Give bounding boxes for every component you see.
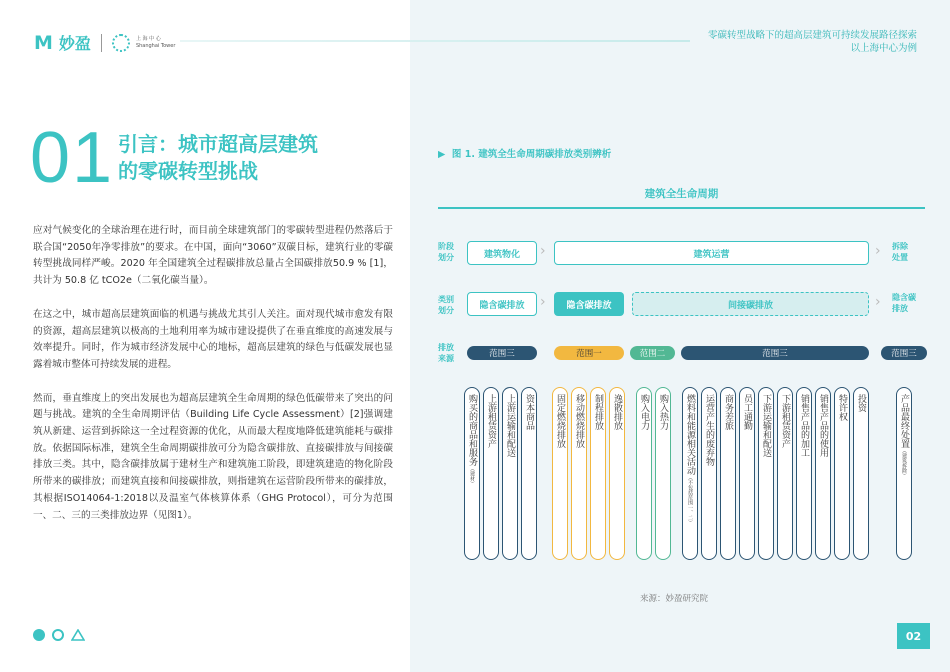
scope3-pill: 范围三 [467, 346, 537, 360]
report-title-line1: 零碳转型战略下的超高层建筑可持续发展路径探索 [707, 30, 917, 41]
chevron-right-icon: › [875, 294, 881, 310]
source-column: 购入热力 [655, 387, 671, 560]
chevron-right-icon: › [540, 243, 546, 259]
type-indirect: 间接碳排放 [632, 292, 869, 316]
row-label-stage: 阶段划分 [438, 242, 454, 262]
section-title-line1: 引言：城市超高层建筑 [118, 132, 318, 156]
source-column: 固定燃烧排放 [552, 387, 568, 560]
report-title-line2: 以上海中心为例 [850, 43, 917, 54]
header-logo [34, 31, 175, 54]
source-column: 销售产品的加工 [796, 387, 812, 560]
partner-cn: 上 海 中 心 [135, 35, 161, 42]
chevron-right-icon: › [540, 294, 546, 310]
source-column: 特许权 [834, 387, 850, 560]
miaoying-logo-mark: M [34, 31, 53, 54]
shanghai-tower-logo-icon [112, 34, 130, 52]
section-title-line2: 的零碳转型挑战 [118, 159, 258, 183]
stage-construction: 建筑物化 [467, 241, 537, 265]
lifecycle-line [438, 207, 925, 209]
source-column: 燃料和能源相关活动 （不包括范围一、二） [682, 387, 698, 560]
outline-circle-icon [52, 629, 64, 641]
miaoying-logo-text: 妙盈 [58, 34, 91, 53]
row-label-type: 类别划分 [438, 295, 454, 315]
scope3-pill: 范围三 [681, 346, 869, 360]
source-column: 运营产生的废弃物 [701, 387, 717, 560]
source-column: 销售产品的使用 [815, 387, 831, 560]
source-column: 上游租赁资产 [483, 387, 499, 560]
section-number: 01 [30, 118, 115, 198]
source-column: 制程排放 [590, 387, 606, 560]
stage-operation: 建筑运营 [554, 241, 869, 265]
scope1-pill: 范围一 [554, 346, 624, 360]
shanghai-tower-name [136, 36, 175, 50]
type-direct: 隐含碳排放 [554, 292, 624, 316]
section-title [118, 131, 318, 185]
source-column: 产品最终处置 （建筑拆除） [896, 387, 912, 560]
right-panel-background [410, 0, 950, 672]
triangle-icon [71, 629, 85, 641]
source-column: 下游租赁资产 [777, 387, 793, 560]
source-column: 购买的商品和服务 （建材） [464, 387, 480, 560]
header-divider [180, 40, 690, 42]
source-column: 员工通勤 [739, 387, 755, 560]
paragraph-3: 然而，垂直维度上的突出发展也为超高层建筑全生命周期的绿色低碳带来了突出的问题与挑战。建筑的全生命周期评估（Building Life Cycle Assessment）[2]强调建筑从新建、运营到拆除这一全过程资源的优化，从而最大程度地降低建筑能耗与碳排放。依据国际标准，建筑全生命周期碳排放可分为隐含碳排放、直接碳排放与间接碳排放三类。其中，隐含碳排放属于建材生产和建筑施工阶段，即建筑建造的物化阶段所带来的碳排放；而建筑直接和间接碳排放，则指建筑在运营阶段所带来的碳排放，其根据ISO14064-1:2018以及温室气体核算体系（GHG Protocol），可分为范围一、二、三的三类排放边界（见图1）。 [33, 392, 393, 521]
partner-en: Shanghai Tower [135, 42, 176, 49]
footer-decoration [33, 629, 85, 641]
row-label-source: 排放来源 [438, 343, 454, 363]
source-column: 资本商品 [521, 387, 537, 560]
paragraph-1: 应对气候变化的全球治理在进行时，而目前全球建筑部门的零碳转型进程仍然落后于联合国“2050年净零排放”的要求。在中国，面向“3060”双碳目标，建筑行业的零碳转型挑战同样严峻。2020 年全国建筑全过程碳排放总量占全国碳排放50.9 % [1]，共计为 50.8 亿 tCO2e（二氧化碳当量）。 [33, 225, 393, 287]
source-column: 商务差旅 [720, 387, 736, 560]
source-column: 下游运输和配送 [758, 387, 774, 560]
body-text [33, 223, 393, 541]
lifecycle-label: 建筑全生命周期 [644, 188, 719, 200]
stage-demolition: 拆除处置 [892, 242, 908, 262]
filled-circle-icon [33, 629, 45, 641]
figure-source: 来源：妙盈研究院 [640, 594, 709, 604]
logo-separator [101, 34, 102, 52]
scope2-pill: 范围二 [630, 346, 675, 360]
scope3-pill: 范围三 [881, 346, 927, 360]
figure-title-text: 图 1. 建筑全生命周期碳排放类别辨析 [451, 149, 612, 160]
source-column: 购入电力 [636, 387, 652, 560]
source-column: 移动燃烧排放 [571, 387, 587, 560]
type-demolition: 隐含碳排放 [892, 293, 916, 313]
type-embodied: 隐含碳排放 [467, 292, 537, 316]
chevron-right-icon: › [875, 243, 881, 259]
figure-title: ▶ 图 1. 建筑全生命周期碳排放类别辨析 [438, 149, 612, 160]
source-column: 上游运输和配送 [502, 387, 518, 560]
page-number: 02 [897, 623, 930, 649]
paragraph-2: 在这之中，城市超高层建筑面临的机遇与挑战尤其引人关注。面对现代城市愈发有限的资源，超高层建筑以极高的土地利用率为城市建设提供了在垂直维度的高速发展与效率提升。同时，作为城市经济发展中心的地标，超高层建筑的绿色与低碳发展也显露着城市整体可持续发展的进程。 [33, 308, 393, 370]
source-column: 逸散排放 [609, 387, 625, 560]
source-column: 投资 [853, 387, 869, 560]
report-title [708, 29, 917, 55]
